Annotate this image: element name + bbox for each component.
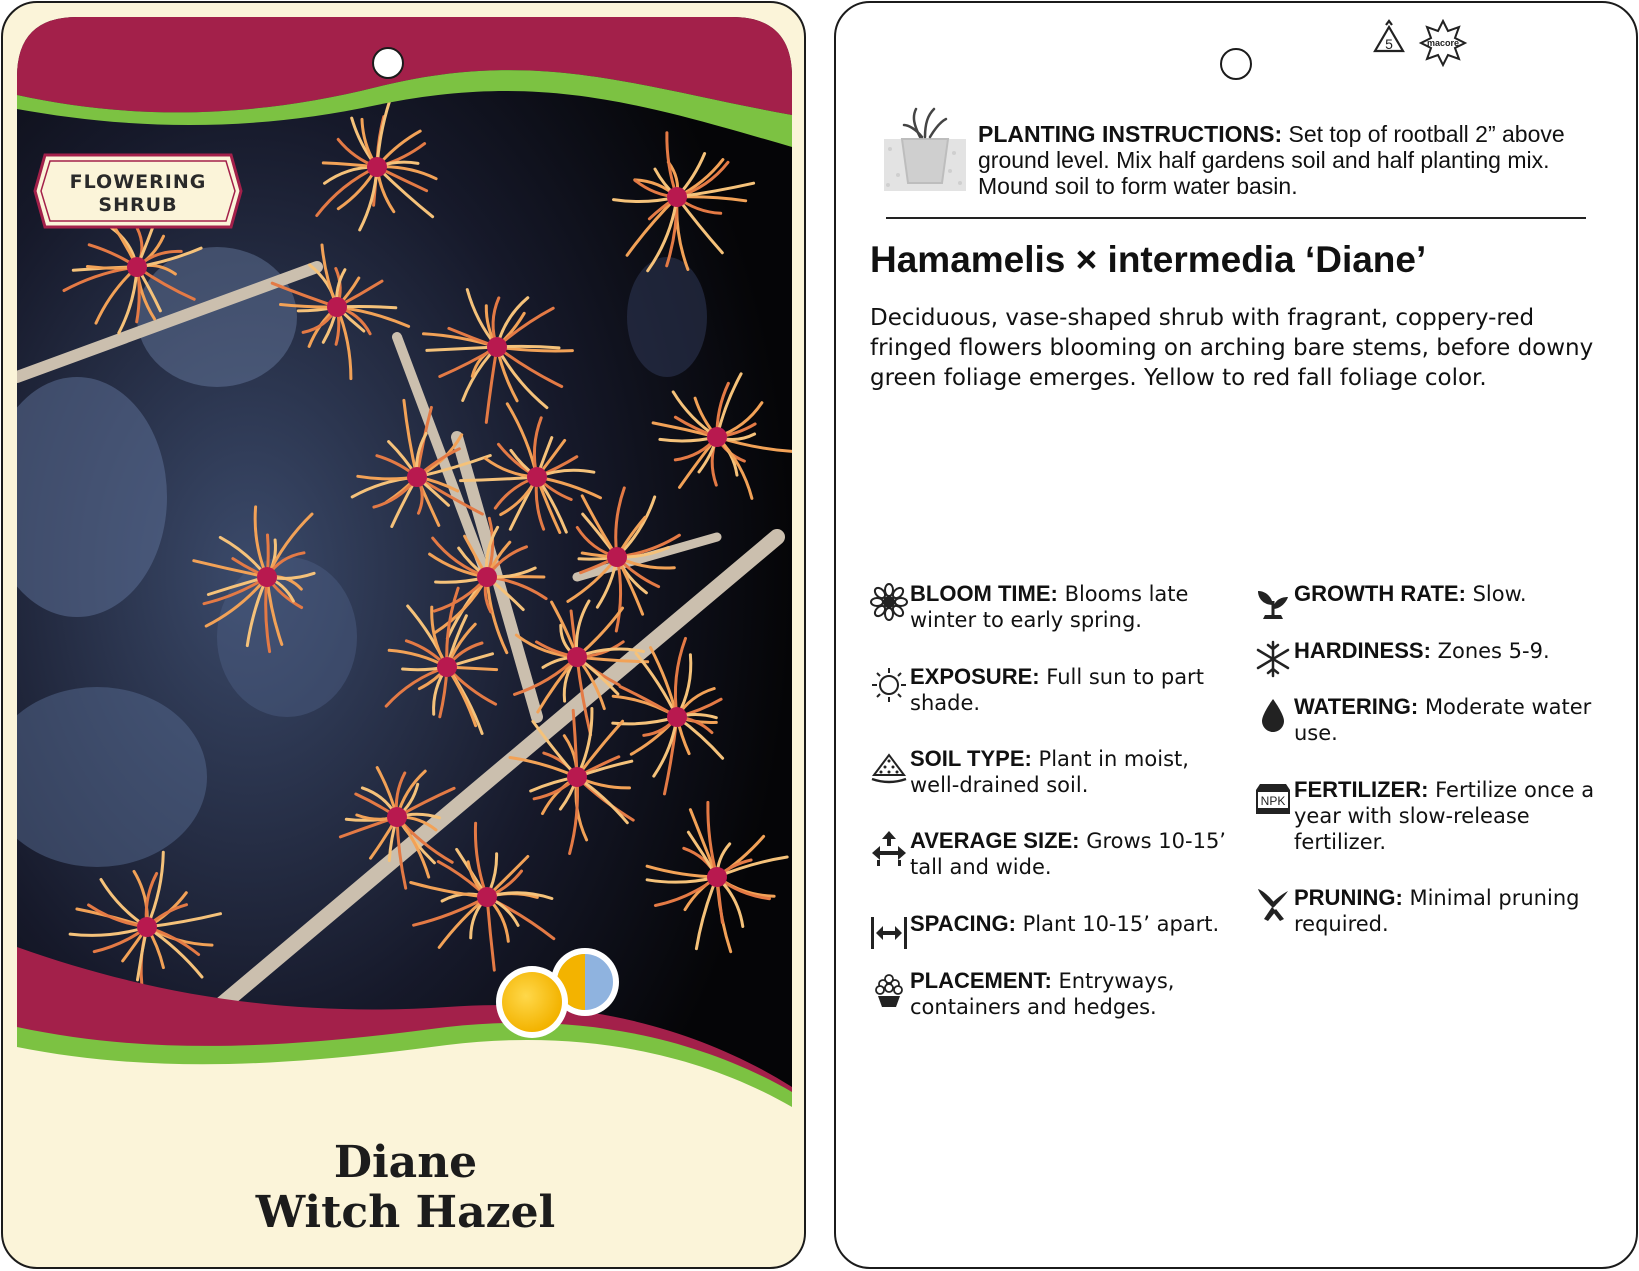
svg-text:NPK: NPK [1260,794,1286,808]
planting-text: Set top of rootball 2” above ground level. Mix half gardens soil and half planting mix. Mound soil to form water basin. [978,121,1565,199]
plant-description: Deciduous, vase-shaped shrub with fragrant, coppery-red fringed flowers blooming on arching bare stems, before downy green foliage emerges. Yellow to red fall foliage color. [870,305,1594,391]
spacing: SPACING: Plant 10-15’ apart. [910,911,1220,936]
botanical-name: Hamamelis × intermedia ‘Diane’ [870,239,1427,280]
macore-brand: macore [1426,38,1460,48]
tag-hole [1220,48,1252,80]
average-size: AVERAGE SIZE: Grows 10-15’ tall and wide. [910,828,1226,879]
fertilizer: FERTILIZER: Fertilize once a year with slow-release fertilizer. [1294,777,1595,854]
spacing-arrows-icon [870,913,908,951]
pruning: PRUNING: Minimal pruning required. [1294,885,1580,936]
badge-text [33,171,243,217]
front-tag [1,1,806,1269]
hardiness: HARDINESS: Zones 5-9. [1294,638,1550,663]
water-drop-icon [1254,696,1292,734]
flower-icon [870,583,908,621]
planting-instructions [978,121,1598,199]
sun-icon [870,666,908,704]
snowflake-icon [1254,640,1292,678]
soil-icon [870,749,908,787]
divider [886,217,1586,219]
exposure: EXPOSURE: Full sun to part shade. [910,664,1204,715]
common-name-line1: Diane [333,1137,478,1188]
soil-type: SOIL TYPE: Plant in moist, well-drained soil. [910,746,1189,797]
bloom-time: BLOOM TIME: Blooms late winter to early spring. [910,581,1189,632]
tag-hole [372,47,404,79]
size-arrows-icon [870,829,908,867]
badge-line1: FLOWERING [69,171,207,193]
placement: PLACEMENT: Entryways, containers and hedges. [910,968,1175,1019]
recycle-icons [1371,19,1471,67]
full-sun-icon [496,966,568,1038]
back-tag [834,1,1638,1269]
pruning-shears-icon [1254,885,1292,923]
common-name-line2: Witch Hazel [255,1187,556,1238]
growth-rate: GROWTH RATE: Slow. [1294,581,1527,606]
fertilizer-icon [1254,778,1292,816]
potted-plant-icon [884,105,966,195]
watering: WATERING: Moderate water use. [1294,694,1592,745]
badge-line2: SHRUB [98,194,178,216]
sprout-icon [1254,583,1292,621]
placement-icon [870,971,908,1009]
common-name [3,1138,806,1238]
recycle-code: 5 [1385,36,1393,52]
planting-label: PLANTING INSTRUCTIONS: [978,121,1283,147]
